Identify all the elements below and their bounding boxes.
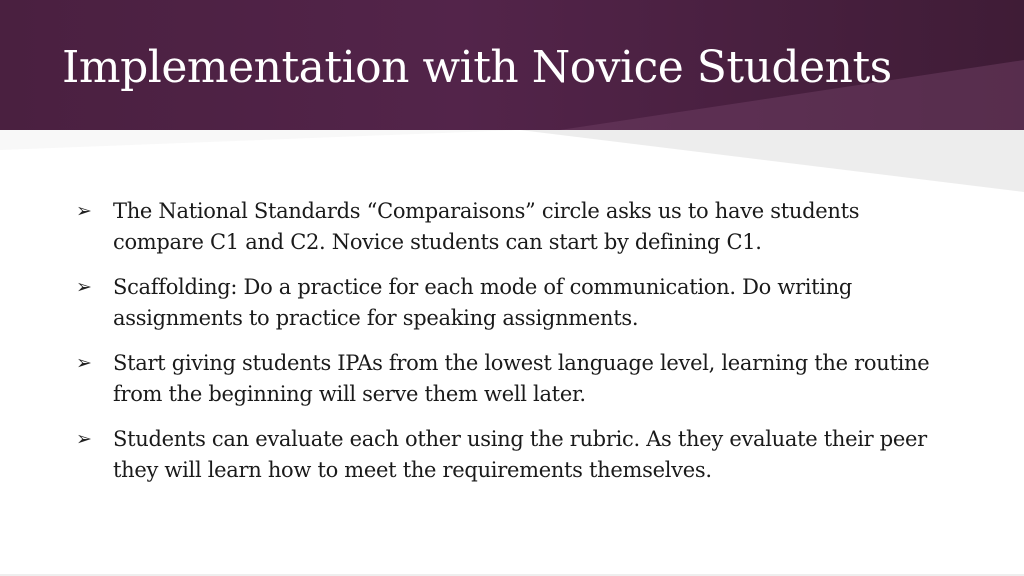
bullet-item (76, 272, 956, 334)
arrowhead-bullet-icon: ➢ (76, 200, 92, 222)
arrowhead-bullet-icon: ➢ (76, 276, 92, 298)
bullet-text: Scaffolding: Do a practice for each mode of communication. Do writing assignments to practice for speaking assignments. (113, 275, 853, 330)
bullet-item (76, 196, 956, 258)
bullet-list (76, 196, 956, 500)
bullet-item (76, 424, 956, 486)
header-decoration (0, 0, 1024, 200)
arrowhead-bullet-icon: ➢ (76, 352, 92, 374)
slide-title: Implementation with Novice Students (62, 42, 892, 93)
bullet-text: The National Standards “Comparaisons” circle asks us to have students compare C1 and C2. Novice students can start by defining C1. (113, 199, 860, 254)
bullet-text: Students can evaluate each other using the rubric. As they evaluate their peer they will learn how to meet the requirements themselves. (113, 427, 927, 482)
bullet-item (76, 348, 956, 410)
bullet-text: Start giving students IPAs from the lowest language level, learning the routine from the beginning will serve them well later. (113, 351, 930, 406)
arrowhead-bullet-icon: ➢ (76, 428, 92, 450)
